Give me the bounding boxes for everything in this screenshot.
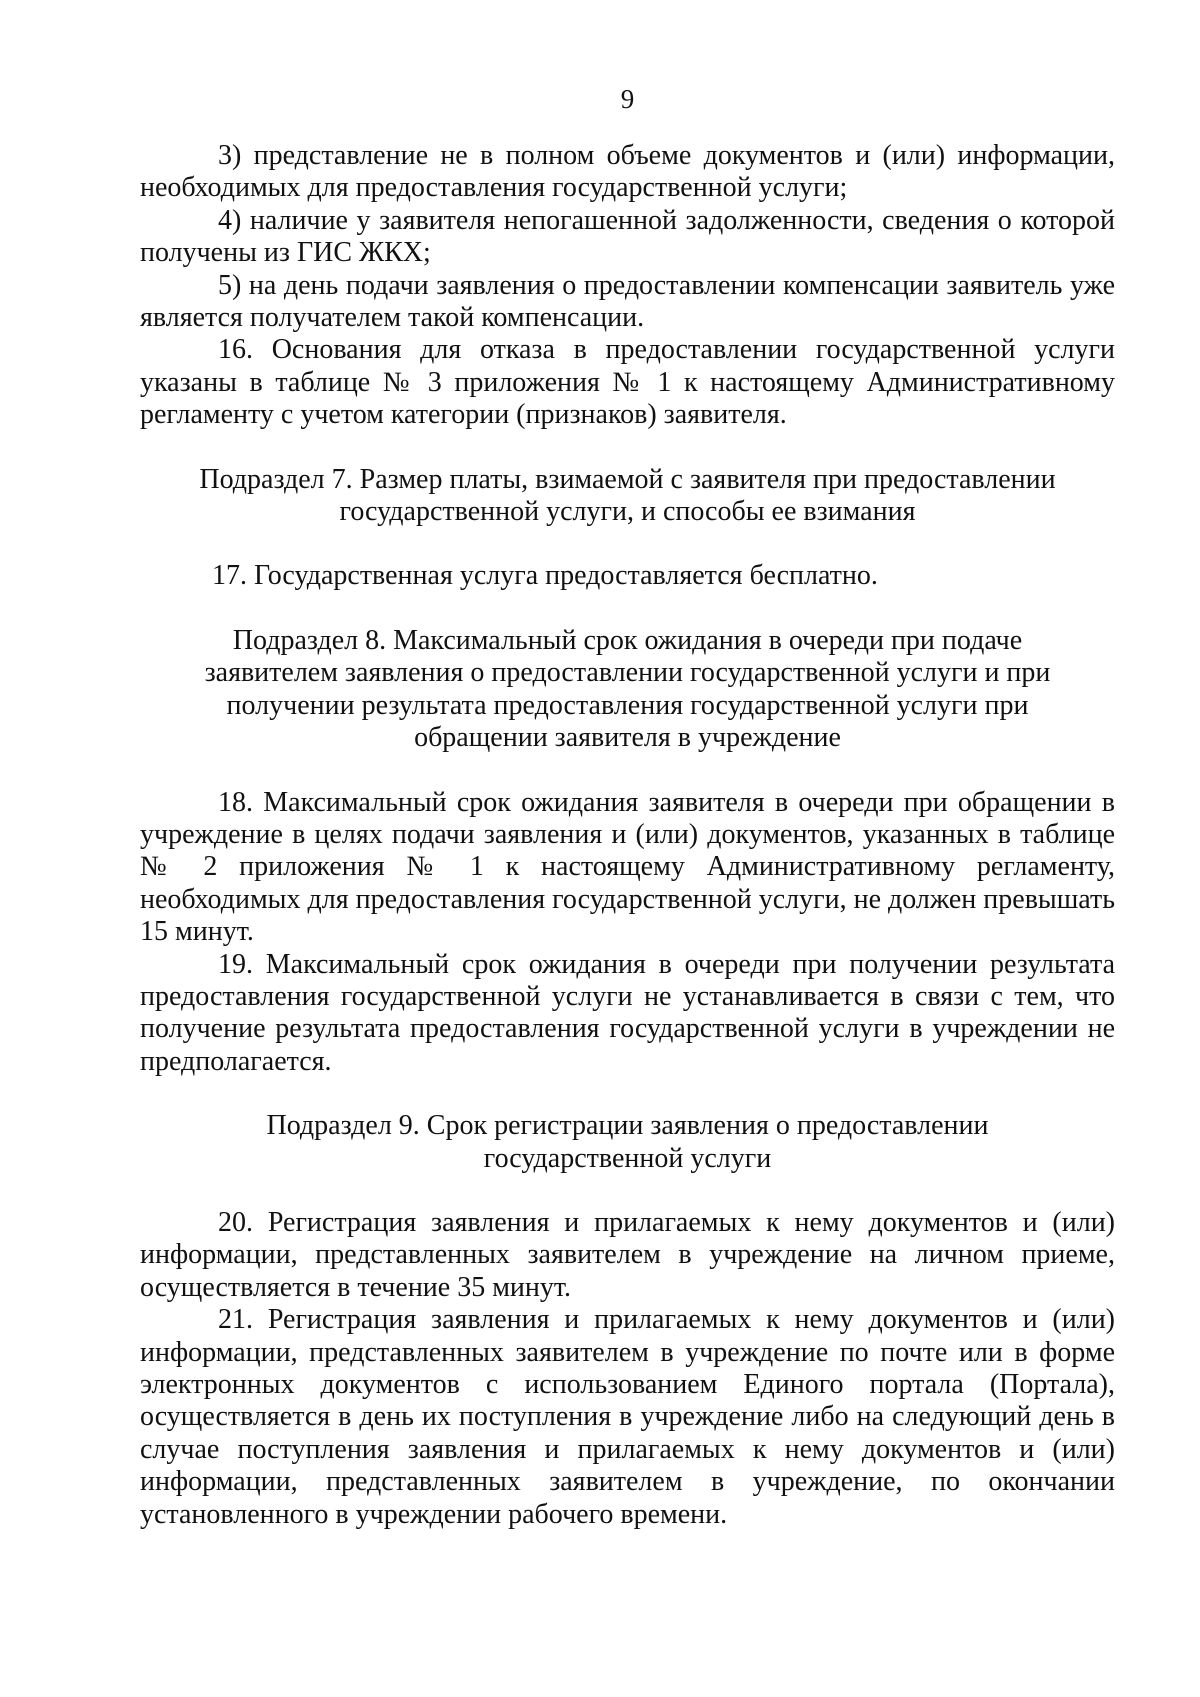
page-number: 9 [620,84,635,114]
paragraph-16: 16. Основания для отказа в предоставлении государственной услуги указаны в таблице № 3 приложения № 1 к настоящему Административному регламенту с учетом категории (признаков) заявителя. [140,334,1115,431]
heading-line: заявителем заявления о предоставлении государственной услуги и при [204,657,1051,689]
document-body [140,140,1115,1531]
heading-line: Подраздел 9. Срок регистрации заявления о предоставлении [266,1110,989,1142]
paragraph-item-4: 4) наличие у заявителя непогашенной задолженности, сведения о которой получены из ГИС ЖКХ; [140,204,1115,269]
heading-line: государственной услуги, и способы ее взимания [339,496,916,528]
paragraph-19: 19. Максимальный срок ожидания в очереди при получении результата предоставления государственной услуги не устанавливается в связи с тем, что получение результата предоставления государственной услуги в учреждении не предполагается. [140,948,1115,1077]
heading-line: Подраздел 8. Максимальный срок ожидания в очереди при подаче [232,624,1023,656]
subsection-7-heading [140,464,1115,529]
heading-line: обращении заявителя в учреждение [414,722,841,754]
paragraph-21: 21. Регистрация заявления и прилагаемых к нему документов и (или) информации, представленных заявителем в учреждение по почте или в форме электронных документов с использованием Единого портала (Портала), осуществляется в день их поступления в учреждение либо на следующий день в случае поступления заявления и прилагаемых к нему документов и (или) информации, представленных заявителем в учреждение, по окончании установленного в учреждении рабочего времени. [140,1304,1115,1530]
paragraph-18: 18. Максимальный срок ожидания заявителя в очереди при обращении в учреждение в целях подачи заявления и (или) документов, указанных в таблице № 2 приложения № 1 к настоящему Административному регламенту, необходимых для предоставления государственной услуги, не должен превышать 15 минут. [140,786,1115,948]
paragraph-20: 20. Регистрация заявления и прилагаемых к нему документов и (или) информации, представленных заявителем в учреждение на личном приеме, осуществляется в течение 35 минут. [140,1206,1115,1303]
paragraph-item-5: 5) на день подачи заявления о предоставлении компенсации заявитель уже является получателем такой компенсации. [140,269,1115,334]
subsection-9-heading [140,1110,1115,1175]
heading-line: получении результата предоставления государственной услуги при [226,689,1029,721]
heading-line: Подраздел 7. Размер платы, взимаемой с заявителя при предоставлении [199,463,1056,495]
subsection-8-heading [140,625,1115,755]
paragraph-17: 17. Государственная услуга предоставляется бесплатно. [212,560,878,592]
paragraph-item-3: 3) представление не в полном объеме документов и (или) информации, необходимых для предоставления государственной услуги; [140,140,1115,204]
heading-line: государственной услуги [483,1142,772,1174]
